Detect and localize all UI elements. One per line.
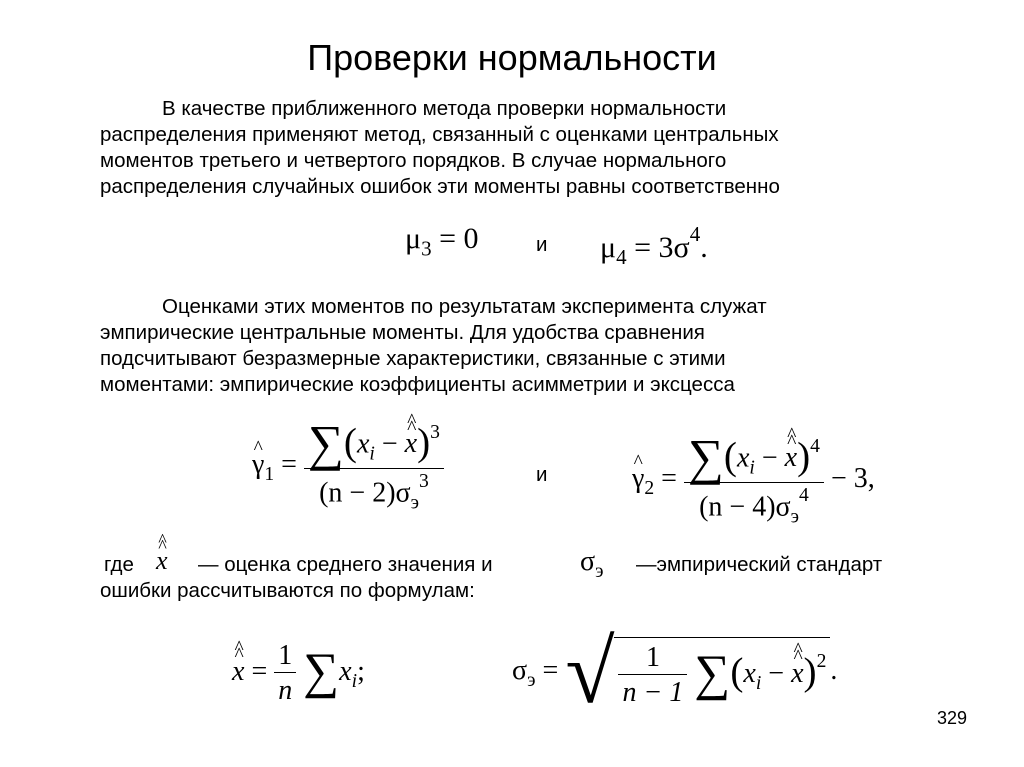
formula-mu4 [600, 222, 708, 270]
slide-title: Проверки нормальности [307, 37, 717, 78]
sum-symbol: ∑ [694, 644, 731, 701]
sqrt-radical: √ $\frac{1}{n - 1}$ $\sum(x_i$ − ^ x ^)$^2$ [565, 628, 830, 718]
kurtosis-numerator: $\sum(x_i$ − ^ x ^)$^4$ [684, 432, 824, 482]
minus-sign: − [761, 442, 778, 474]
mu4-value: = 3σ [634, 230, 690, 264]
sigma-symbol: σ [512, 655, 528, 687]
mu3-value: = 0 [439, 222, 479, 255]
gamma2-subscript: 2 [644, 477, 655, 499]
equals-sign: = [661, 462, 677, 494]
paragraph-moments-line-1: Оценками этих моментов по результатам эксперимента служат [162, 295, 767, 318]
mu3-subscript: 3 [421, 236, 432, 261]
std-description: —эмпирический стандарт [636, 553, 883, 576]
mean-description: — оценка среднего значения и [198, 553, 493, 576]
sigma-subscript: э [527, 670, 536, 692]
formula-kurtosis [632, 429, 875, 529]
kurtosis-fraction [684, 429, 824, 529]
index-i: i [749, 457, 755, 479]
paragraph-intro-line-3: моментов третьего и четвертого порядков. В случае нормального [100, 149, 727, 172]
equals-sign: = [281, 448, 297, 480]
formula1-and: и [536, 233, 548, 256]
formula3-period: . [830, 655, 838, 687]
x-mean: ^ x ^ [232, 656, 244, 688]
x-mean: ^ x ^ [405, 428, 417, 460]
power-3: 3 [430, 421, 440, 443]
gamma2-symbol: ^ γ [632, 463, 644, 495]
den1-power: 3 [419, 471, 429, 493]
where-label: где [104, 553, 134, 576]
formulas-intro: ошибки рассчитываются по формулам: [100, 579, 475, 602]
paragraph-intro-line-2: распределения применяют метод, связанный с оценками центральных [100, 123, 779, 146]
skewness-numerator: $\sum(x_i$ − ^ x ^)$^3$ [304, 418, 444, 468]
formula-skewness [252, 415, 444, 515]
gamma1-symbol: ^ γ [252, 449, 264, 481]
minus-sign: − [768, 657, 785, 689]
formula1-period: . [700, 230, 708, 264]
formula-mean [232, 640, 365, 707]
minus-sign: − [381, 428, 398, 460]
index-i: i [755, 672, 762, 694]
sigma-subscript: э [595, 560, 604, 582]
x-mean: ^ x ^ [156, 546, 168, 576]
formula2-and: и [536, 463, 548, 486]
sum-symbol: ∑ [303, 642, 340, 699]
equals-sign: = [542, 655, 559, 687]
page-number: 329 [936, 708, 967, 728]
index-i: i [351, 670, 358, 692]
skewness-denominator [304, 468, 444, 515]
paragraph-intro-line-1: В качестве приближенного метода проверки нормальности [162, 97, 727, 120]
paragraph-moments-line-4: моментами: эмпирические коэффициенты асимметрии и эксцесса [100, 373, 735, 396]
power-4: 4 [810, 435, 820, 457]
sum-symbol: ∑ [687, 429, 724, 485]
sigma-power: 4 [689, 222, 701, 246]
semicolon: ; [357, 655, 365, 687]
formula-mu3 [405, 222, 479, 261]
xhat-inline [156, 546, 168, 576]
den1-subscript: э [410, 492, 420, 514]
formula-std [512, 623, 838, 722]
x-mean: ^ x ^ [791, 658, 803, 690]
den2-text: (n − 4)σ [699, 492, 791, 524]
paragraph-moments-line-2: эмпирические центральные моменты. Для удобства сравнения [100, 321, 705, 344]
den2-subscript: э [790, 506, 800, 528]
skewness-fraction [304, 415, 444, 515]
sum-symbol: ∑ [307, 415, 344, 471]
den2-power: 4 [799, 485, 809, 507]
paragraph-intro [100, 96, 960, 200]
x-var: x [356, 428, 370, 460]
kurtosis-tail: − 3, [830, 462, 875, 494]
mu4-subscript: 4 [616, 245, 627, 270]
x-mean: ^ x ^ [785, 442, 797, 474]
mean-fraction [274, 640, 296, 707]
x-var: x [743, 657, 756, 689]
power-2: 2 [816, 651, 827, 673]
std-fraction [618, 642, 687, 709]
paragraph-intro-line-4: распределения случайных ошибок эти моменты равны соответственно [100, 175, 780, 198]
sigma-symbol: σ [580, 546, 596, 577]
mean-denominator: n [278, 675, 293, 706]
mean-numerator: 1 [278, 640, 293, 671]
equals-sign: = [251, 655, 268, 687]
x-var: x [339, 655, 352, 687]
gamma1-subscript: 1 [264, 463, 275, 485]
std-denominator: n − 1 [622, 676, 684, 708]
kurtosis-denominator [684, 482, 824, 529]
paragraph-moments [100, 294, 960, 398]
paragraph-moments-line-3: подсчитывают безразмерные характеристики, связанные с этими [100, 347, 726, 370]
mu-symbol: μ [405, 222, 422, 255]
den1-text: (n − 2)σ [319, 478, 411, 510]
std-numerator: 1 [645, 641, 660, 673]
mu-symbol: μ [600, 230, 617, 264]
sigma-inline [580, 546, 604, 583]
x-var: x [736, 442, 750, 474]
index-i: i [369, 443, 375, 465]
